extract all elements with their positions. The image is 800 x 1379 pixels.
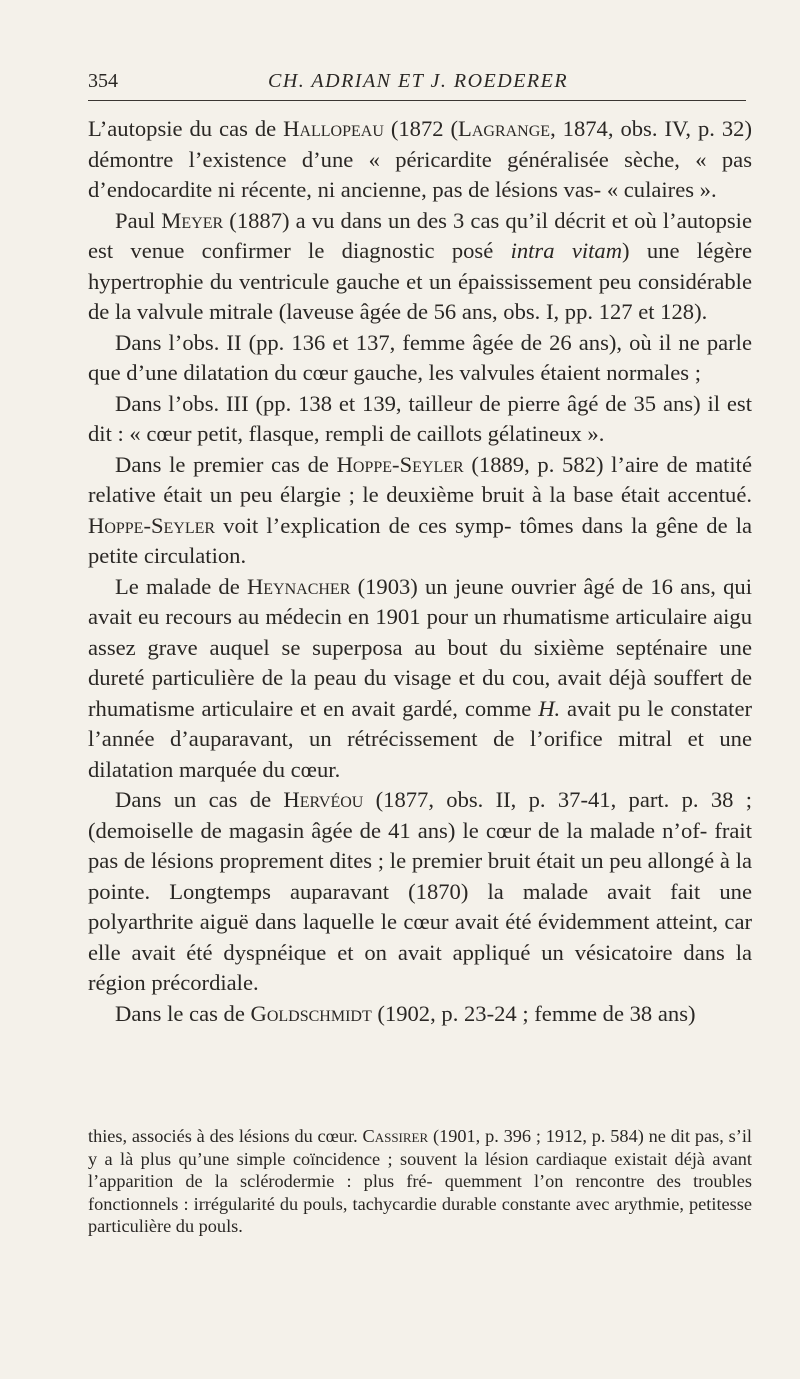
paragraph [88, 785, 752, 999]
text-run: Le malade de [115, 573, 247, 599]
footnote [88, 1125, 752, 1238]
paragraph [88, 450, 752, 572]
text-run: avait pu le constater l’année d’auparavant, un rétrécissement de l’orifice mitral et une dilatation marquée du cœur. [88, 695, 753, 782]
paragraph [88, 206, 752, 328]
running-head: CH. ADRIAN ET J. ROEDERER [268, 70, 569, 92]
text-run: (1877, obs. II, p. 37-41, part. p. 38 ; (demoiselle de magasin âgée de 41 ans) le cœur de la malade n’of- frait pas de lésions proprement dites ; le premier bruit était un peu allongé à la pointe. Longtemps auparavant (1870) la malade avait fait une polyarthrite aiguë dans laquelle le cœur avait été évidemment atteint, car elle avait été dyspnéique et on avait appliqué un vésicatoire dans la région précordiale. [88, 787, 753, 995]
text-run: Dans le cas de [115, 1000, 251, 1026]
footnote-paragraph [88, 1125, 752, 1238]
author-name: Lagrange [458, 116, 551, 141]
page-header [88, 70, 746, 100]
text-run: (1872 ( [383, 116, 459, 141]
italic-text: H. [538, 695, 561, 721]
text-run: (1887) a vu dans un des 3 cas qu’il décrit et où l’autopsie est venue confirmer le diagnostic posé [88, 207, 752, 263]
main-text [88, 114, 752, 1029]
author-name: Hervéou [283, 787, 364, 812]
text-run: voit l’explication de ces symp- tômes dans la gêne de la petite circulation. [88, 512, 752, 568]
text-run: (1902, p. 23-24 ; femme de 38 ans) [371, 1000, 696, 1026]
page-number: 354 [88, 70, 118, 92]
text-run: Paul [115, 207, 162, 233]
author-name: Hoppe-Seyler [88, 512, 216, 538]
author-name: Cassirer [362, 1126, 429, 1146]
text-run: Dans un cas de [115, 787, 284, 812]
paragraph [88, 328, 752, 389]
text-run: Dans l’obs. II (pp. 136 et 137, femme âgée de 26 ans), où il ne parle que d’une dilatation du cœur gauche, les valvules étaient normales ; [88, 329, 752, 385]
paragraph [88, 572, 752, 786]
author-name: Heynacher [246, 573, 351, 599]
author-name: Hoppe-Seyler [336, 451, 464, 477]
text-run: (1903) un jeune ouvrier âgé de 16 ans, qui avait eu recours au médecin en 1901 pour un rhumatisme articulaire aigu assez grave auquel se superposa au bout du sixième septénaire une dureté particulière de la peau du visage et du cou, avait déjà souffert de rhumatisme articulaire et en avait gardé, comme [88, 573, 752, 721]
author-name: Meyer [161, 207, 224, 233]
paragraph [88, 999, 752, 1030]
italic-text: intra vitam [510, 238, 623, 263]
author-name: Hallopeau [283, 116, 384, 141]
paragraph [88, 114, 752, 206]
text-run: Dans le premier cas de [115, 451, 337, 477]
author-name: Goldschmidt [250, 1000, 372, 1026]
text-run: (1901, p. 396 ; 1912, p. 584) ne dit pas, s’il y a là plus qu’une simple coïncidence ; souvent la lésion cardiaque existait déjà avant l’apparition de la sclérodermie : plus fré- quemment l’on rencontre des troubles fonctionnels : irrégularité du pouls, tachycardie durable constante avec arythmie, petitesse particulière du pouls. [88, 1126, 752, 1236]
text-run: Dans l’obs. III (pp. 138 et 139, tailleur de pierre âgé de 35 ans) il est dit : « cœur petit, flasque, rempli de caillots gélatineux ». [88, 390, 752, 446]
text-run: ) une légère hypertrophie du ventricule gauche et un épaississement peu considérable de la valvule mitrale (laveuse âgée de 56 ans, obs. I, pp. 127 et 128). [88, 238, 752, 324]
text-run: thies, associés à des lésions du cœur. [88, 1126, 363, 1146]
text-run: (1889, p. 582) l’aire de matité relative était un peu élargie ; le deuxième bruit à la base était accentué. [88, 451, 752, 507]
text-run: L’autopsie du cas de [88, 116, 284, 141]
paragraph [88, 389, 752, 450]
text-run: , 1874, obs. IV, p. 32) démontre l’existence d’une « péricardite généralisée sèche, « pas d’endocardite ni récente, ni ancienne, pas de lésions vas- « culaires ». [88, 116, 752, 202]
header-rule [88, 100, 746, 101]
